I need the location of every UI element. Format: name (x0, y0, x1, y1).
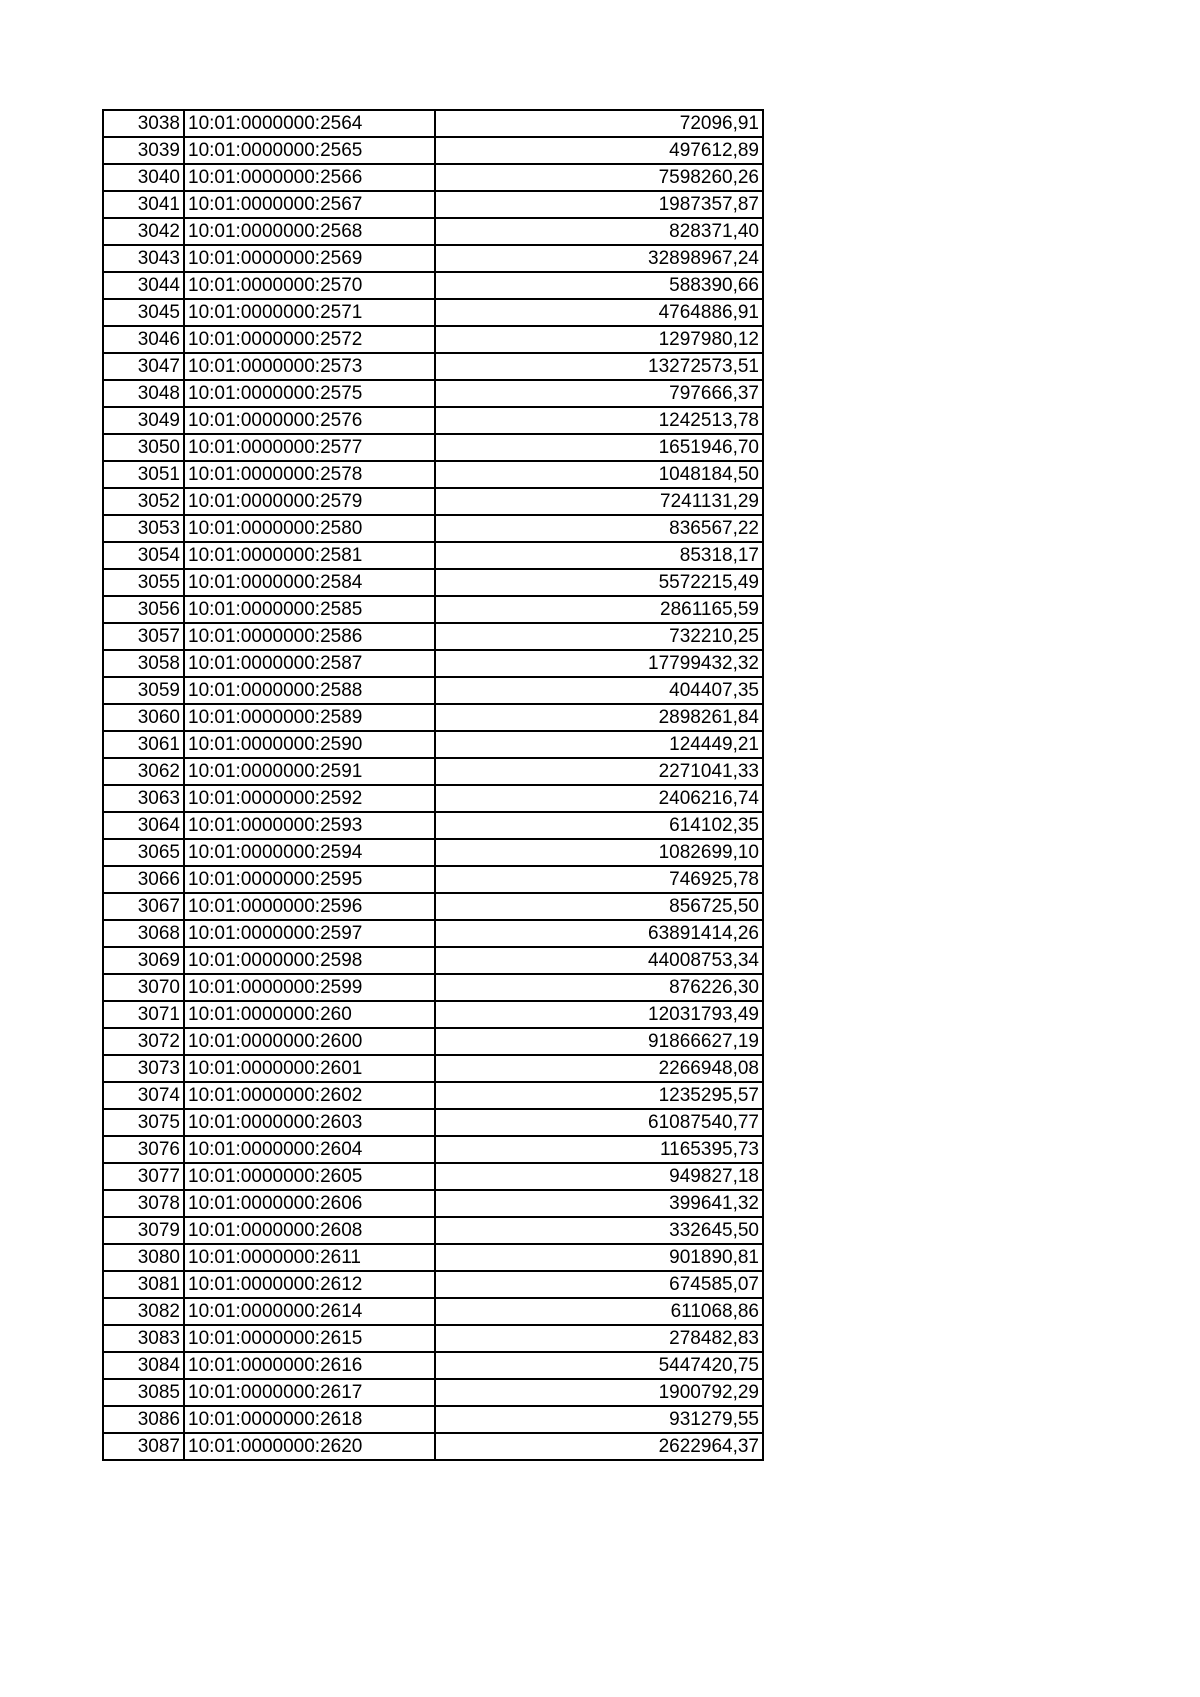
cadastral-number-cell: 10:01:0000000:2573 (184, 353, 435, 380)
row-number-cell: 3057 (103, 623, 184, 650)
value-cell: 1651946,70 (435, 434, 763, 461)
row-number-cell: 3055 (103, 569, 184, 596)
value-cell: 1900792,29 (435, 1379, 763, 1406)
row-number-cell: 3076 (103, 1136, 184, 1163)
row-number-cell: 3081 (103, 1271, 184, 1298)
cadastral-number-cell: 10:01:0000000:2603 (184, 1109, 435, 1136)
value-cell: 63891414,26 (435, 920, 763, 947)
value-cell: 91866627,19 (435, 1028, 763, 1055)
cadastral-number-cell: 10:01:0000000:2597 (184, 920, 435, 947)
cadastral-number-cell: 10:01:0000000:2581 (184, 542, 435, 569)
cadastral-number-cell: 10:01:0000000:2568 (184, 218, 435, 245)
row-number-cell: 3083 (103, 1325, 184, 1352)
value-cell: 2898261,84 (435, 704, 763, 731)
row-number-cell: 3052 (103, 488, 184, 515)
cadastral-number-cell: 10:01:0000000:2614 (184, 1298, 435, 1325)
row-number-cell: 3045 (103, 299, 184, 326)
row-number-cell: 3042 (103, 218, 184, 245)
table-row (103, 1163, 763, 1190)
table-row (103, 407, 763, 434)
value-cell: 2266948,08 (435, 1055, 763, 1082)
table-row (103, 1325, 763, 1352)
table-row (103, 1055, 763, 1082)
cadastral-number-cell: 10:01:0000000:2567 (184, 191, 435, 218)
table-row (103, 461, 763, 488)
value-cell: 61087540,77 (435, 1109, 763, 1136)
value-cell: 674585,07 (435, 1271, 763, 1298)
cadastral-number-cell: 10:01:0000000:2604 (184, 1136, 435, 1163)
table-row (103, 245, 763, 272)
table-row (103, 1001, 763, 1028)
cadastral-number-cell: 10:01:0000000:2598 (184, 947, 435, 974)
cadastral-number-cell: 10:01:0000000:2599 (184, 974, 435, 1001)
cadastral-number-cell: 10:01:0000000:2590 (184, 731, 435, 758)
value-cell: 1297980,12 (435, 326, 763, 353)
value-cell: 72096,91 (435, 110, 763, 137)
row-number-cell: 3068 (103, 920, 184, 947)
cadastral-number-cell: 10:01:0000000:2600 (184, 1028, 435, 1055)
table-row (103, 1352, 763, 1379)
value-cell: 611068,86 (435, 1298, 763, 1325)
row-number-cell: 3071 (103, 1001, 184, 1028)
row-number-cell: 3064 (103, 812, 184, 839)
cadastral-number-cell: 10:01:0000000:2575 (184, 380, 435, 407)
cadastral-number-cell: 10:01:0000000:2616 (184, 1352, 435, 1379)
table-row (103, 218, 763, 245)
value-cell: 4764886,91 (435, 299, 763, 326)
row-number-cell: 3085 (103, 1379, 184, 1406)
value-cell: 588390,66 (435, 272, 763, 299)
cadastral-number-cell: 10:01:0000000:2577 (184, 434, 435, 461)
cadastral-number-cell: 10:01:0000000:2588 (184, 677, 435, 704)
row-number-cell: 3048 (103, 380, 184, 407)
value-cell: 44008753,34 (435, 947, 763, 974)
value-cell: 17799432,32 (435, 650, 763, 677)
row-number-cell: 3074 (103, 1082, 184, 1109)
row-number-cell: 3067 (103, 893, 184, 920)
cadastral-number-cell: 10:01:0000000:2578 (184, 461, 435, 488)
row-number-cell: 3065 (103, 839, 184, 866)
table-row (103, 434, 763, 461)
table-row (103, 191, 763, 218)
cadastral-number-cell: 10:01:0000000:2592 (184, 785, 435, 812)
row-number-cell: 3044 (103, 272, 184, 299)
cadastral-number-cell: 10:01:0000000:2572 (184, 326, 435, 353)
value-cell: 1235295,57 (435, 1082, 763, 1109)
cadastral-number-cell: 10:01:0000000:2612 (184, 1271, 435, 1298)
table-row (103, 866, 763, 893)
row-number-cell: 3043 (103, 245, 184, 272)
row-number-cell: 3060 (103, 704, 184, 731)
row-number-cell: 3073 (103, 1055, 184, 1082)
table-row (103, 839, 763, 866)
value-cell: 7598260,26 (435, 164, 763, 191)
row-number-cell: 3050 (103, 434, 184, 461)
table-row (103, 1136, 763, 1163)
value-cell: 828371,40 (435, 218, 763, 245)
table-row (103, 1217, 763, 1244)
cadastral-number-cell: 10:01:0000000:2587 (184, 650, 435, 677)
cadastral-number-cell: 10:01:0000000:2608 (184, 1217, 435, 1244)
value-cell: 2406216,74 (435, 785, 763, 812)
row-number-cell: 3053 (103, 515, 184, 542)
value-cell: 931279,55 (435, 1406, 763, 1433)
row-number-cell: 3066 (103, 866, 184, 893)
row-number-cell: 3049 (103, 407, 184, 434)
cadastral-number-cell: 10:01:0000000:2615 (184, 1325, 435, 1352)
row-number-cell: 3077 (103, 1163, 184, 1190)
cadastral-number-cell: 10:01:0000000:2579 (184, 488, 435, 515)
row-number-cell: 3080 (103, 1244, 184, 1271)
cadastral-number-cell: 10:01:0000000:2620 (184, 1433, 435, 1460)
data-table (102, 109, 764, 1461)
row-number-cell: 3063 (103, 785, 184, 812)
table-row (103, 1028, 763, 1055)
value-cell: 1987357,87 (435, 191, 763, 218)
value-cell: 746925,78 (435, 866, 763, 893)
cadastral-number-cell: 10:01:0000000:2576 (184, 407, 435, 434)
row-number-cell: 3078 (103, 1190, 184, 1217)
table-row (103, 677, 763, 704)
cadastral-number-cell: 10:01:0000000:2584 (184, 569, 435, 596)
cadastral-number-cell: 10:01:0000000:2595 (184, 866, 435, 893)
table-row (103, 1190, 763, 1217)
table-row (103, 353, 763, 380)
table-row (103, 569, 763, 596)
row-number-cell: 3086 (103, 1406, 184, 1433)
row-number-cell: 3054 (103, 542, 184, 569)
table-row (103, 299, 763, 326)
value-cell: 7241131,29 (435, 488, 763, 515)
table-row (103, 731, 763, 758)
cadastral-number-cell: 10:01:0000000:2566 (184, 164, 435, 191)
table-row (103, 542, 763, 569)
table-row (103, 596, 763, 623)
row-number-cell: 3061 (103, 731, 184, 758)
row-number-cell: 3041 (103, 191, 184, 218)
table-row (103, 488, 763, 515)
cadastral-number-cell: 10:01:0000000:2591 (184, 758, 435, 785)
table-row (103, 812, 763, 839)
cadastral-number-cell: 10:01:0000000:2611 (184, 1244, 435, 1271)
row-number-cell: 3056 (103, 596, 184, 623)
cadastral-number-cell: 10:01:0000000:2605 (184, 1163, 435, 1190)
row-number-cell: 3062 (103, 758, 184, 785)
value-cell: 332645,50 (435, 1217, 763, 1244)
cadastral-number-cell: 10:01:0000000:2618 (184, 1406, 435, 1433)
table-row (103, 110, 763, 137)
value-cell: 876226,30 (435, 974, 763, 1001)
table-row (103, 947, 763, 974)
table-body (103, 110, 763, 1460)
value-cell: 2861165,59 (435, 596, 763, 623)
table-row (103, 164, 763, 191)
table-row (103, 1433, 763, 1460)
cadastral-number-cell: 10:01:0000000:2617 (184, 1379, 435, 1406)
value-cell: 404407,35 (435, 677, 763, 704)
table-row (103, 1298, 763, 1325)
row-number-cell: 3075 (103, 1109, 184, 1136)
cadastral-number-cell: 10:01:0000000:2586 (184, 623, 435, 650)
value-cell: 949827,18 (435, 1163, 763, 1190)
row-number-cell: 3039 (103, 137, 184, 164)
value-cell: 278482,83 (435, 1325, 763, 1352)
row-number-cell: 3072 (103, 1028, 184, 1055)
cadastral-number-cell: 10:01:0000000:2569 (184, 245, 435, 272)
cadastral-number-cell: 10:01:0000000:2565 (184, 137, 435, 164)
value-cell: 12031793,49 (435, 1001, 763, 1028)
table-row (103, 893, 763, 920)
value-cell: 2271041,33 (435, 758, 763, 785)
cadastral-number-cell: 10:01:0000000:2606 (184, 1190, 435, 1217)
row-number-cell: 3047 (103, 353, 184, 380)
cadastral-number-cell: 10:01:0000000:2593 (184, 812, 435, 839)
table-row (103, 1244, 763, 1271)
value-cell: 32898967,24 (435, 245, 763, 272)
value-cell: 836567,22 (435, 515, 763, 542)
table-row (103, 920, 763, 947)
cadastral-number-cell: 10:01:0000000:2585 (184, 596, 435, 623)
row-number-cell: 3070 (103, 974, 184, 1001)
value-cell: 399641,32 (435, 1190, 763, 1217)
value-cell: 13272573,51 (435, 353, 763, 380)
table-row (103, 137, 763, 164)
cadastral-number-cell: 10:01:0000000:2596 (184, 893, 435, 920)
value-cell: 85318,17 (435, 542, 763, 569)
value-cell: 1082699,10 (435, 839, 763, 866)
value-cell: 797666,37 (435, 380, 763, 407)
table-row (103, 1379, 763, 1406)
row-number-cell: 3082 (103, 1298, 184, 1325)
table-row (103, 974, 763, 1001)
cadastral-number-cell: 10:01:0000000:2594 (184, 839, 435, 866)
row-number-cell: 3059 (103, 677, 184, 704)
value-cell: 5447420,75 (435, 1352, 763, 1379)
cadastral-number-cell: 10:01:0000000:2570 (184, 272, 435, 299)
value-cell: 614102,35 (435, 812, 763, 839)
cadastral-number-cell: 10:01:0000000:2564 (184, 110, 435, 137)
value-cell: 124449,21 (435, 731, 763, 758)
row-number-cell: 3038 (103, 110, 184, 137)
row-number-cell: 3087 (103, 1433, 184, 1460)
row-number-cell: 3079 (103, 1217, 184, 1244)
table-row (103, 785, 763, 812)
value-cell: 2622964,37 (435, 1433, 763, 1460)
table-row (103, 272, 763, 299)
row-number-cell: 3051 (103, 461, 184, 488)
cadastral-number-cell: 10:01:0000000:2571 (184, 299, 435, 326)
table-row (103, 704, 763, 731)
row-number-cell: 3084 (103, 1352, 184, 1379)
table-row (103, 1406, 763, 1433)
table-row (103, 758, 763, 785)
table-row (103, 326, 763, 353)
table-row (103, 1109, 763, 1136)
cadastral-number-cell: 10:01:0000000:2580 (184, 515, 435, 542)
value-cell: 856725,50 (435, 893, 763, 920)
row-number-cell: 3040 (103, 164, 184, 191)
cadastral-number-cell: 10:01:0000000:2602 (184, 1082, 435, 1109)
cadastral-number-cell: 10:01:0000000:260 (184, 1001, 435, 1028)
table-row (103, 515, 763, 542)
table-row (103, 1082, 763, 1109)
table-row (103, 1271, 763, 1298)
cadastral-number-cell: 10:01:0000000:2589 (184, 704, 435, 731)
row-number-cell: 3058 (103, 650, 184, 677)
value-cell: 1242513,78 (435, 407, 763, 434)
table-row (103, 380, 763, 407)
value-cell: 1165395,73 (435, 1136, 763, 1163)
table-row (103, 650, 763, 677)
row-number-cell: 3046 (103, 326, 184, 353)
table-row (103, 623, 763, 650)
value-cell: 901890,81 (435, 1244, 763, 1271)
value-cell: 5572215,49 (435, 569, 763, 596)
value-cell: 497612,89 (435, 137, 763, 164)
row-number-cell: 3069 (103, 947, 184, 974)
value-cell: 732210,25 (435, 623, 763, 650)
cadastral-number-cell: 10:01:0000000:2601 (184, 1055, 435, 1082)
value-cell: 1048184,50 (435, 461, 763, 488)
